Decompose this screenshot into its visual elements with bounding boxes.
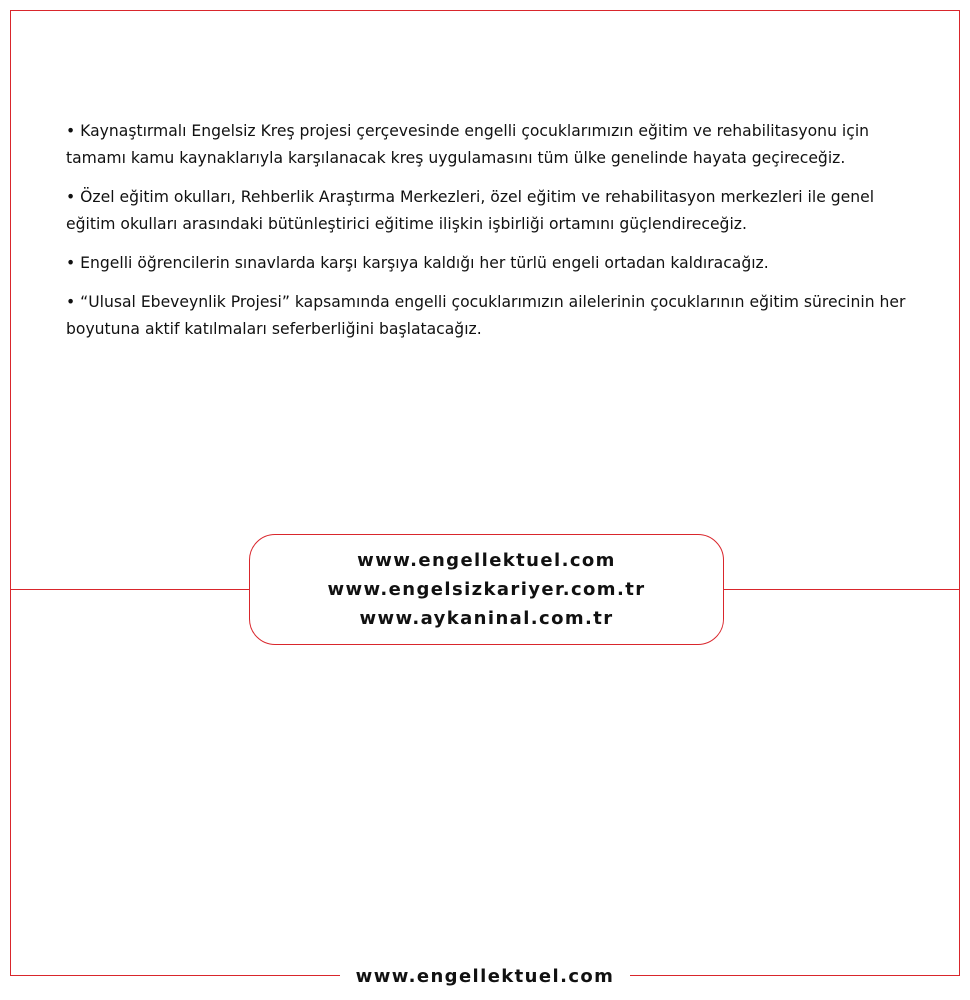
bullet-item: • “Ulusal Ebeveynlik Projesi” kapsamında engelli çocuklarımızın ailelerinin çocuklarının eğitim sürecinin her boyutuna aktif katılmaları seferberliğini başlatacağız. [66,293,906,338]
bullet-item: • Özel eğitim okulları, Rehberlik Araştırma Merkezleri, özel eğitim ve rehabilitasyon merkezleri ile genel eğitim okulları arasındaki bütünleştirici eğitime ilişkin işbirliği ortamını güçlendireceğiz. [66,188,875,233]
divider-right [722,589,960,590]
bullet-item: • Kaynaştırmalı Engelsiz Kreş projesi çerçevesinde engelli çocuklarımızın eğitim ve rehabilitasyonu için tamamı kamu kaynaklarıyla karşılanacak kreş uygulamasını tüm ülke genelinde hayata geçireceğiz. [66,122,870,167]
bullet-item: • Engelli öğrencilerin sınavlarda karşı karşıya kaldığı her türlü engeli ortadan kaldıracağız. [66,254,769,272]
bullet-list [66,118,918,355]
footer-url[interactable]: www.engellektuel.com [340,963,630,991]
link-engelsizkariyer[interactable]: www.engelsizkariyer.com.tr [327,579,646,600]
link-aykaninal[interactable]: www.aykaninal.com.tr [359,608,614,629]
website-links-box [249,534,724,645]
link-engellektuel[interactable]: www.engellektuel.com [357,550,616,571]
divider-left [10,589,250,590]
